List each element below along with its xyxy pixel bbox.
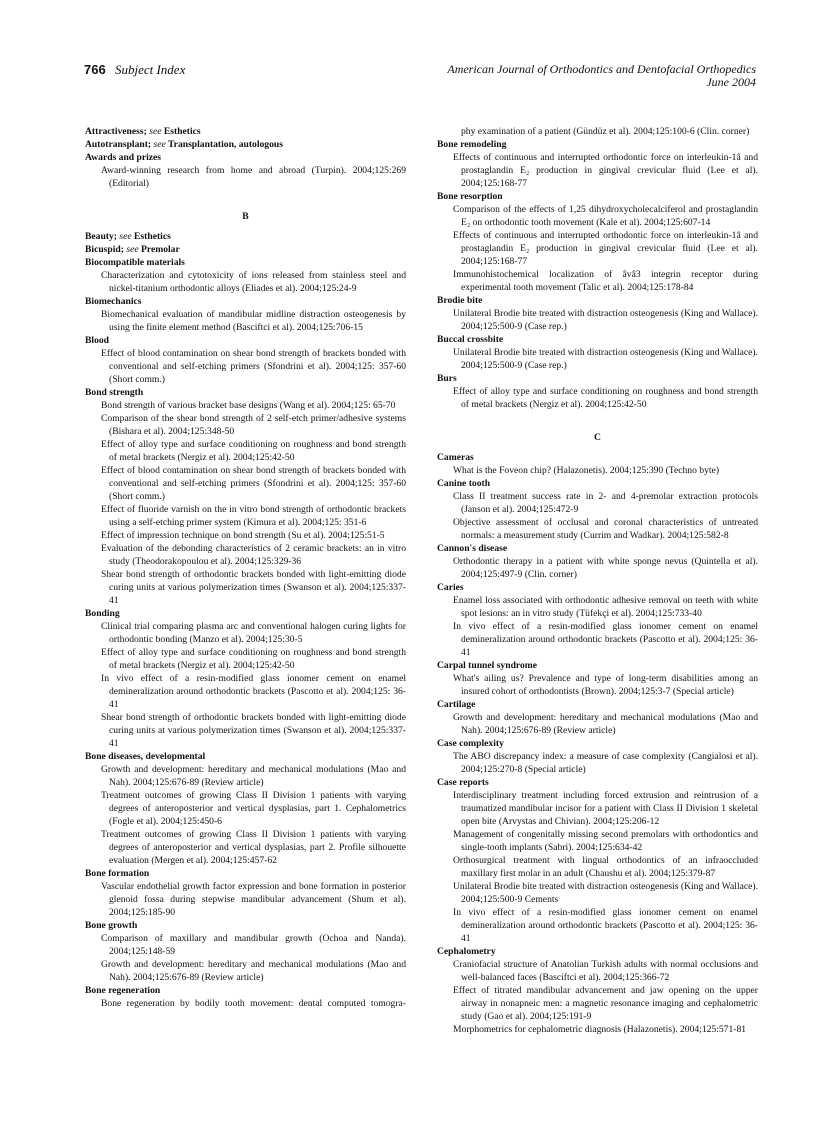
see-target: Transplantation, autologous bbox=[168, 139, 283, 150]
index-heading: Bone diseases, developmental bbox=[85, 751, 206, 762]
index-heading: Caries bbox=[437, 582, 464, 593]
index-heading: Awards and prizes bbox=[85, 152, 162, 163]
journal-title: American Journal of Orthodontics and Dentofacial Orthopedics bbox=[447, 62, 756, 76]
heading-term: Beauty; bbox=[85, 231, 117, 242]
index-subentry: Bond strength of various bracket base designs (Wang et al). 2004;125: 65-70 bbox=[101, 400, 396, 411]
index-subentry: Shear bond strength of orthodontic brackets bonded with light-emitting diode curing units at various polymerization times (Swanson et al). 2004;125:337-41 bbox=[101, 712, 406, 749]
index-heading: Blood bbox=[85, 335, 109, 346]
index-subentry: In vivo effect of a resin-modified glass ionomer cement on enamel demineralization around orthodontic brackets (Pascotto et al). 2004;125: 36-41 bbox=[101, 673, 406, 710]
index-heading: Case complexity bbox=[437, 738, 504, 749]
index-subentry: The ABO discrepancy index: a measure of case complexity (Cangialosi et al). 2004;125:270-8 (Special article) bbox=[453, 751, 758, 775]
index-subentry: Growth and development: hereditary and mechanical modulations (Mao and Nah). 2004;125:676-89 (Review article) bbox=[101, 764, 406, 788]
index-subentry: Class II treatment success rate in 2- and 4-premolar extraction protocols (Janson et al). 2004;125:472-9 bbox=[453, 491, 758, 515]
index-heading: Cartilage bbox=[437, 699, 476, 710]
see-label: see bbox=[119, 231, 132, 242]
index-heading-cross-ref bbox=[85, 243, 406, 256]
index-heading-cross-ref bbox=[85, 138, 406, 151]
index-heading: Buccal crossbite bbox=[437, 334, 504, 345]
heading-term: Autotransplant; bbox=[85, 139, 152, 150]
index-subentry: What is the Foveon chip? (Halazonetis). 2004;125:390 (Techno byte) bbox=[453, 465, 720, 476]
index-subentry: Comparison of the shear bond strength of 2 self-etch primer/adhesive systems (Bishara et al). 2004;125:348-50 bbox=[101, 413, 406, 437]
index-subentry: Enamel loss associated with orthodontic adhesive removal on teeth with white spot lesions: an in vitro study (Tüfekçi et al). 2004;125:733-40 bbox=[453, 595, 758, 619]
see-target: Esthetics bbox=[163, 126, 201, 137]
index-subentry: Effect of alloy type and surface conditioning on roughness and bond strength of metal brackets (Nergiz et al). 2004;125:42-50 bbox=[101, 647, 406, 671]
index-column-left bbox=[85, 125, 406, 1010]
index-subentry: Biomechanical evaluation of mandibular midline distraction osteogenesis by using the finite element method (Basciftci et al). 2004;125:706-15 bbox=[101, 309, 406, 333]
page-number: 766 bbox=[84, 62, 106, 77]
index-heading: Bone growth bbox=[85, 920, 138, 931]
index-subentry: Comparison of maxillary and mandibular growth (Ochoa and Nanda). 2004;125:148-59 bbox=[101, 933, 406, 957]
index-heading: Biocompatible materials bbox=[85, 257, 185, 268]
index-heading: Case reports bbox=[437, 777, 489, 788]
index-subentry: Unilateral Brodie bite treated with distraction osteogenesis (King and Wallace). 2004;125:500-9 (Case rep.) bbox=[453, 308, 758, 332]
index-subentry: Immunohistochemical localization of âvâ3 integrin receptor during experimental tooth movement (Talic et al). 2004;125:178-84 bbox=[453, 269, 758, 293]
index-heading: Bonding bbox=[85, 608, 120, 619]
see-target: Esthetics bbox=[134, 231, 171, 242]
index-heading: Brodie bite bbox=[437, 295, 483, 306]
index-subentry: In vivo effect of a resin-modified glass ionomer cement on enamel demineralization around orthodontic brackets (Pascotto et al). 2004;125: 36-41 bbox=[453, 621, 758, 658]
index-subentry: Orthodontic therapy in a patient with white sponge nevus (Quintella et al). 2004;125:497-9 (Clin. corner) bbox=[453, 556, 758, 580]
section-title: Subject Index bbox=[114, 62, 186, 77]
see-target: Premolar bbox=[141, 244, 180, 255]
index-subentry: Effect of alloy type and surface conditioning on roughness and bond strength of metal brackets (Nergiz et al). 2004;125:42-50 bbox=[101, 439, 406, 463]
index-subentry: Clinical trial comparing plasma arc and conventional halogen curing lights for orthodontic bonding (Manzo et al). 2004;125:30-5 bbox=[101, 621, 406, 645]
heading-term: Attractiveness; bbox=[85, 126, 147, 137]
index-subentry: Effect of titrated mandibular advancement and jaw opening on the upper airway in nonapneic men: a magnetic resonance imaging and cephalometric study (Gao et al). 2004;125:191-9 bbox=[453, 985, 758, 1022]
index-subentry: Interdisciplinary treatment including forced extrusion and reintrusion of a traumatized mandibular incisor for a patient with Class II Division 1 skeletal open bite (Arvystas and Chivian). 2004;125:206-12 bbox=[453, 790, 758, 827]
index-subentry: Craniofacial structure of Anatolian Turkish adults with normal occlusions and well-balanced faces (Basciftci et al). 2004;125:366-72 bbox=[453, 959, 758, 983]
index-column-right bbox=[437, 125, 758, 1036]
index-subentry: Growth and development: hereditary and mechanical modulations (Mao and Nah). 2004;125:676-89 (Review article) bbox=[453, 712, 758, 736]
index-heading: Biomechanics bbox=[85, 296, 142, 307]
index-subentry: Management of congenitally missing second premolars with orthodontics and single-tooth implants (Sabri). 2004;125:634-42 bbox=[453, 829, 758, 853]
index-heading: Canine tooth bbox=[437, 478, 491, 489]
index-heading: Bone formation bbox=[85, 868, 150, 879]
index-subentry: Effect of blood contamination on shear bond strength of brackets bonded with conventional and self-etching primers (Sfondrini et al). 2004;125: 357-60 (Short comm.) bbox=[101, 465, 406, 502]
index-subentry: Treatment outcomes of growing Class II Division 1 patients with varying degrees of anteroposterior and vertical dysplasias, part 2. Profile silhouette evaluation (Mergen et al). 2004;125:457-62 bbox=[101, 829, 406, 866]
index-heading-cross-ref bbox=[85, 230, 406, 243]
index-subentry: Unilateral Brodie bite treated with distraction osteogenesis (King and Wallace). 2004;125:500-9 (Case rep.) bbox=[453, 347, 758, 371]
letter-section-heading: B bbox=[242, 211, 249, 222]
index-heading: Carpal tunnel syndrome bbox=[437, 660, 538, 671]
see-label: see bbox=[153, 139, 166, 150]
letter-section-heading: C bbox=[594, 432, 601, 443]
index-subentry: Award-winning research from home and abroad (Turpin). 2004;125:269 (Editorial) bbox=[101, 165, 406, 189]
index-heading: Bond strength bbox=[85, 387, 144, 398]
index-heading: Cannon's disease bbox=[437, 543, 508, 554]
index-subentry: Comparison of the effects of 1,25 dihydroxycholecalciferol and prostaglandin E₂ on orthodontic tooth movement (Kale et al). 2004;125:607-14 bbox=[453, 204, 758, 228]
index-heading: Cameras bbox=[437, 452, 474, 463]
index-heading-cross-ref bbox=[85, 125, 406, 138]
index-subentry: Growth and development: hereditary and mechanical modulations (Mao and Nah). 2004;125:676-89 (Review article) bbox=[101, 959, 406, 983]
index-subentry: Characterization and cytotoxicity of ions released from stainless steel and nickel-titanium orthodontic alloys (Eliades et al). 2004;125:24-9 bbox=[101, 270, 406, 294]
heading-term: Bicuspid; bbox=[85, 244, 124, 255]
see-label: see bbox=[126, 244, 139, 255]
running-header-left bbox=[84, 62, 185, 78]
index-subentry: Unilateral Brodie bite treated with distraction osteogenesis (King and Wallace). 2004;125:500-9 Cements bbox=[453, 881, 758, 905]
index-subentry: Effect of alloy type and surface conditioning on roughness and bond strength of metal brackets (Nergiz et al). 2004;125:42-50 bbox=[453, 386, 758, 410]
index-subentry: Effect of blood contamination on shear bond strength of brackets bonded with conventional and self-etching primers (Sfondrini et al). 2004;125: 357-60 (Short comm.) bbox=[101, 348, 406, 385]
index-subentry: Bone regeneration by bodily tooth movement: dental computed tomogra- bbox=[101, 998, 406, 1009]
index-subentry: Morphometrics for cephalometric diagnosis (Halazonetis). 2004;125:571-81 bbox=[453, 1024, 747, 1035]
index-subentry: In vivo effect of a resin-modified glass ionomer cement on enamel demineralization around orthodontic brackets (Pascotto et al). 2004;125: 36-41 bbox=[453, 907, 758, 944]
index-subentry: Shear bond strength of orthodontic brackets bonded with light-emitting diode curing units at various polymerization times (Swanson et al). 2004;125:337-41 bbox=[101, 569, 406, 606]
running-header-right bbox=[447, 63, 756, 89]
index-subentry: Evaluation of the debonding characteristics of 2 ceramic brackets: an in vitro study (Theodorakopoulou et al). 2004;125:329-36 bbox=[101, 543, 406, 567]
index-heading: Bone resorption bbox=[437, 191, 503, 202]
index-subentry: What's ailing us? Prevalence and type of long-term disabilities among an insured cohort of orthodontists (Brown). 2004;125:3-7 (Special article) bbox=[453, 673, 758, 697]
index-subentry: Vascular endothelial growth factor expression and bone formation in posterior glenoid fossa during stepwise mandibular advancement (Shum et al). 2004;125:185-90 bbox=[101, 881, 406, 918]
index-heading: Cephalometry bbox=[437, 946, 496, 957]
index-heading: Bone remodeling bbox=[437, 139, 507, 150]
issue-date: June 2004 bbox=[706, 75, 756, 89]
index-subentry: Treatment outcomes of growing Class II Division 1 patients with varying degrees of anteroposterior and vertical dysplasias, part 1. Cephalometrics (Fogle et al). 2004;125:450-6 bbox=[101, 790, 406, 827]
index-heading: Bone regeneration bbox=[85, 985, 161, 996]
index-subentry: Effect of impression technique on bond strength (Su et al). 2004;125:51-5 bbox=[101, 530, 385, 541]
index-subentry: Effects of continuous and interrupted orthodontic force on interleukin-1â and prostaglandin E₂ production in gingival crevicular fluid (Lee et al). 2004;125:168-77 bbox=[453, 230, 758, 267]
see-label: see bbox=[149, 126, 162, 137]
index-subentry: Objective assessment of occlusal and coronal characteristics of untreated normals: a measurement study (Currim and Wadkar). 2004;125:582-8 bbox=[453, 517, 758, 541]
index-subentry-continued: phy examination of a patient (Gündüz et al). 2004;125:100-6 (Clin. corner) bbox=[461, 126, 750, 137]
index-subentry: Effect of fluoride varnish on the in vitro bond strength of orthodontic brackets using a self-etching primer system (Kimura et al). 2004;125: 351-6 bbox=[101, 504, 406, 528]
index-subentry: Effects of continuous and interrupted orthodontic force on interleukin-1â and prostaglandin E₂ production in gingival crevicular fluid (Lee et al). 2004;125:168-77 bbox=[453, 152, 758, 189]
index-heading: Burs bbox=[437, 373, 457, 384]
index-subentry: Orthosurgical treatment with lingual orthodontics of an infraoccluded maxillary first molar in an adult (Chaushu et al). 2004;125:379-87 bbox=[453, 855, 758, 879]
